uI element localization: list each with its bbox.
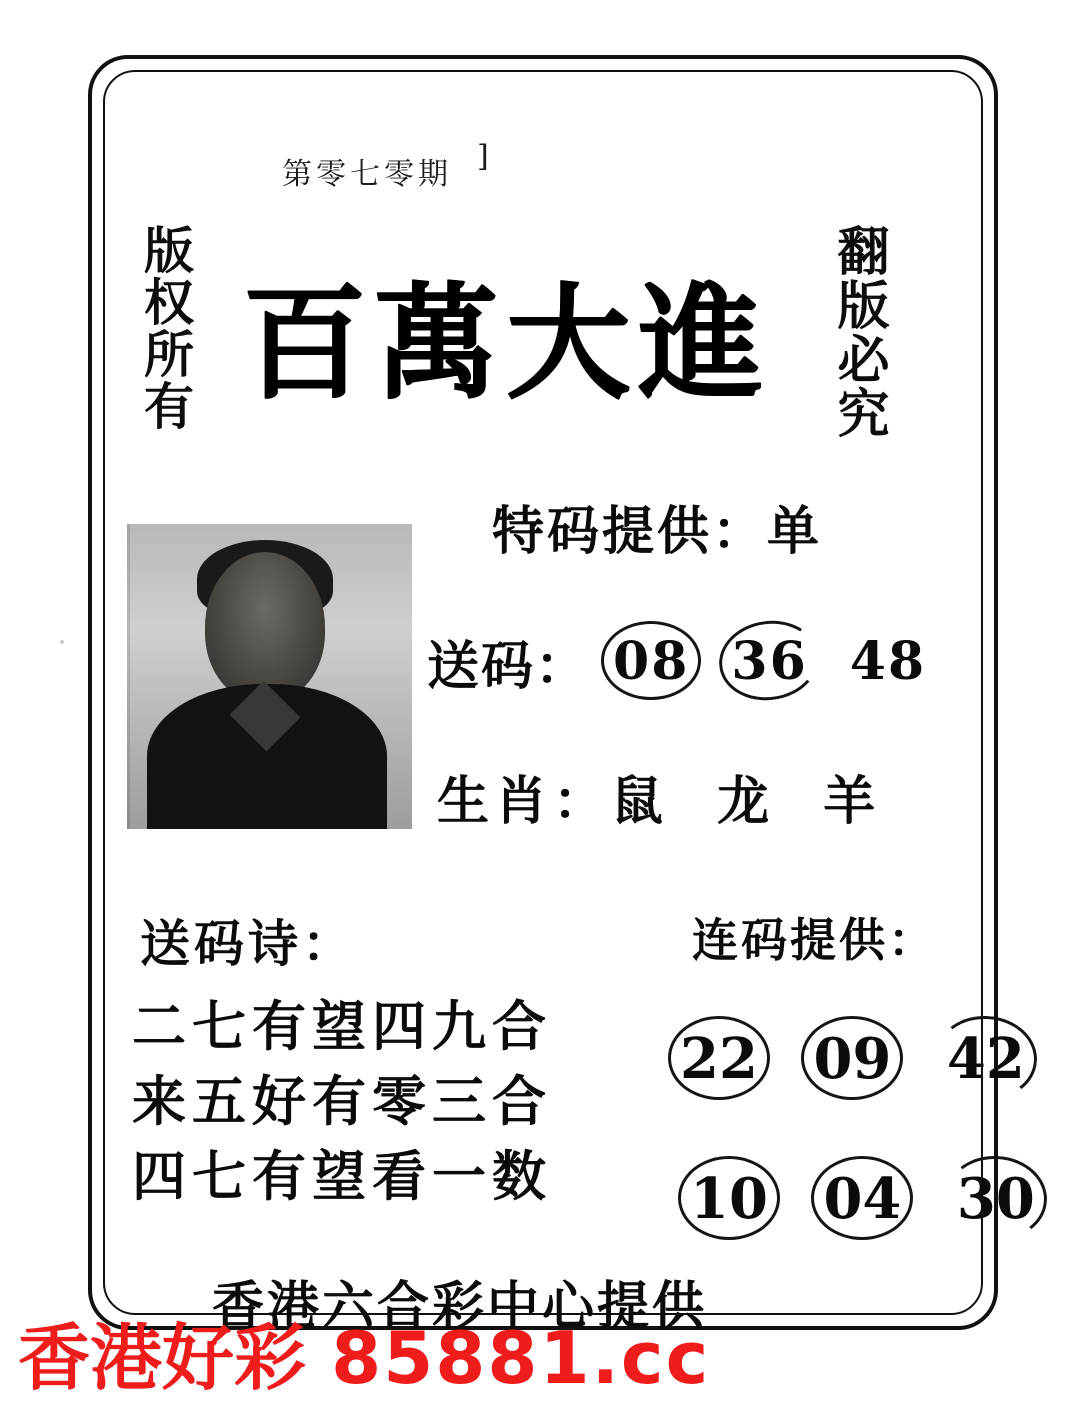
poem-title: 送码诗： [140, 914, 356, 973]
issue-mark: ] [477, 139, 489, 174]
zodiac-line [437, 759, 893, 834]
send-code-line [427, 624, 944, 699]
send-code-number: 36 [719, 629, 819, 694]
zodiac-values: 鼠 龙 羊 [611, 771, 894, 832]
poster-card [88, 55, 1035, 1337]
copyright-left-text: 版权所有 [136, 224, 195, 432]
lianma-number: 09 [801, 1024, 903, 1094]
special-code-line [492, 489, 822, 564]
lianma-number: 04 [811, 1164, 913, 1234]
lianma-number: 42 [935, 1024, 1037, 1094]
portrait-photo [127, 524, 412, 829]
watermark [18, 1300, 710, 1404]
lianma-number: 22 [668, 1024, 770, 1094]
special-code-label: 特码提供： [492, 501, 768, 562]
footer-source-text: 香港六合彩中心提供 [212, 1276, 708, 1337]
portrait-face [205, 552, 325, 702]
lianma-row [662, 1024, 1043, 1094]
send-code-label: 送码： [427, 636, 590, 697]
special-code-value: 单 [767, 501, 823, 562]
watermark-text: 香港好彩 [18, 1316, 307, 1400]
watermark-number: 85881.cc [331, 1316, 711, 1400]
poem-line: 四七有望看一数 [132, 1144, 552, 1208]
poem-line: 来五好有零三合 [132, 1069, 552, 1133]
lianma-number: 30 [945, 1164, 1047, 1234]
page-title: 百萬大進 [242, 271, 771, 416]
issue-label: 第零七零期 [282, 157, 452, 192]
lianma-title: 连码提供： [692, 913, 937, 967]
lianma-number: 10 [678, 1164, 780, 1234]
send-code-number: 08 [601, 629, 701, 694]
zodiac-label: 生肖： [437, 771, 612, 832]
copyright-right-text: 翻版必究 [828, 224, 890, 440]
speckle [60, 640, 64, 644]
lianma-row [672, 1164, 1053, 1234]
poem-line: 二七有望四九合 [132, 994, 552, 1058]
send-code-number: 48 [849, 631, 927, 692]
